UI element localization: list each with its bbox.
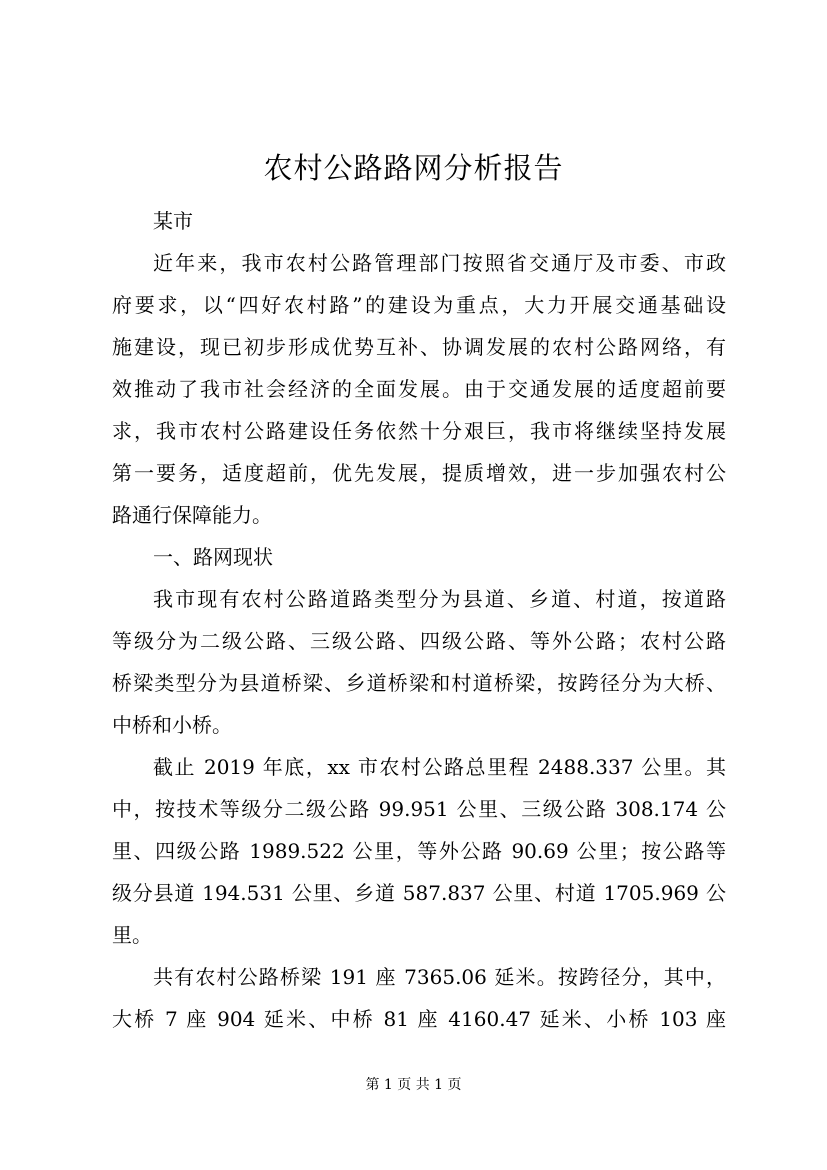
document-title: 农村公路路网分析报告 — [263, 151, 564, 185]
text-line: 求，我市农村公路建设任务依然十分艰巨，我市将继续坚持发展 — [112, 419, 726, 443]
section-heading: 一、路网现状 — [153, 545, 273, 569]
text-line: 中，按技术等级分二级公路 99.951 公里、三级公路 308.174 公 — [112, 797, 726, 821]
text-line: 效推动了我市社会经济的全面发展。由于交通发展的适度超前要 — [112, 377, 726, 401]
text-line: 某市 — [153, 209, 193, 233]
text-line: 大桥 7 座 904 延米、中桥 81 座 4160.47 延米、小桥 103 座 — [112, 1007, 726, 1031]
text-line: 施建设，现已初步形成优势互补、协调发展的农村公路网络，有 — [112, 335, 726, 359]
page-footer: 第 1 页 共 1 页 — [365, 1077, 462, 1093]
text-line: 府要求，以“四好农村路”的建设为重点，大力开展交通基础设 — [112, 293, 726, 317]
text-line: 里、四级公路 1989.522 公里，等外公路 90.69 公里；按公路等 — [112, 839, 726, 863]
text-line: 近年来，我市农村公路管理部门按照省交通厅及市委、市政 — [153, 251, 726, 275]
text-line: 桥梁类型分为县道桥梁、乡道桥梁和村道桥梁，按跨径分为大桥、 — [112, 671, 726, 695]
text-line: 级分县道 194.531 公里、乡道 587.837 公里、村道 1705.969 公 — [112, 881, 726, 905]
text-line: 中桥和小桥。 — [112, 713, 232, 737]
text-line: 里。 — [112, 923, 152, 947]
text-line: 第一要务，适度超前，优先发展，提质增效，进一步加强农村公 — [112, 461, 726, 485]
text-line: 截止 2019 年底，xx 市农村公路总里程 2488.337 公里。其 — [153, 755, 726, 779]
text-line: 我市现有农村公路道路类型分为县道、乡道、村道，按道路 — [153, 587, 726, 611]
text-line: 共有农村公路桥梁 191 座 7365.06 延米。按跨径分，其中， — [153, 965, 726, 989]
document-body — [112, 200, 726, 1040]
text-line: 等级分为二级公路、三级公路、四级公路、等外公路；农村公路 — [112, 629, 726, 653]
text-line: 路通行保障能力。 — [112, 503, 272, 527]
